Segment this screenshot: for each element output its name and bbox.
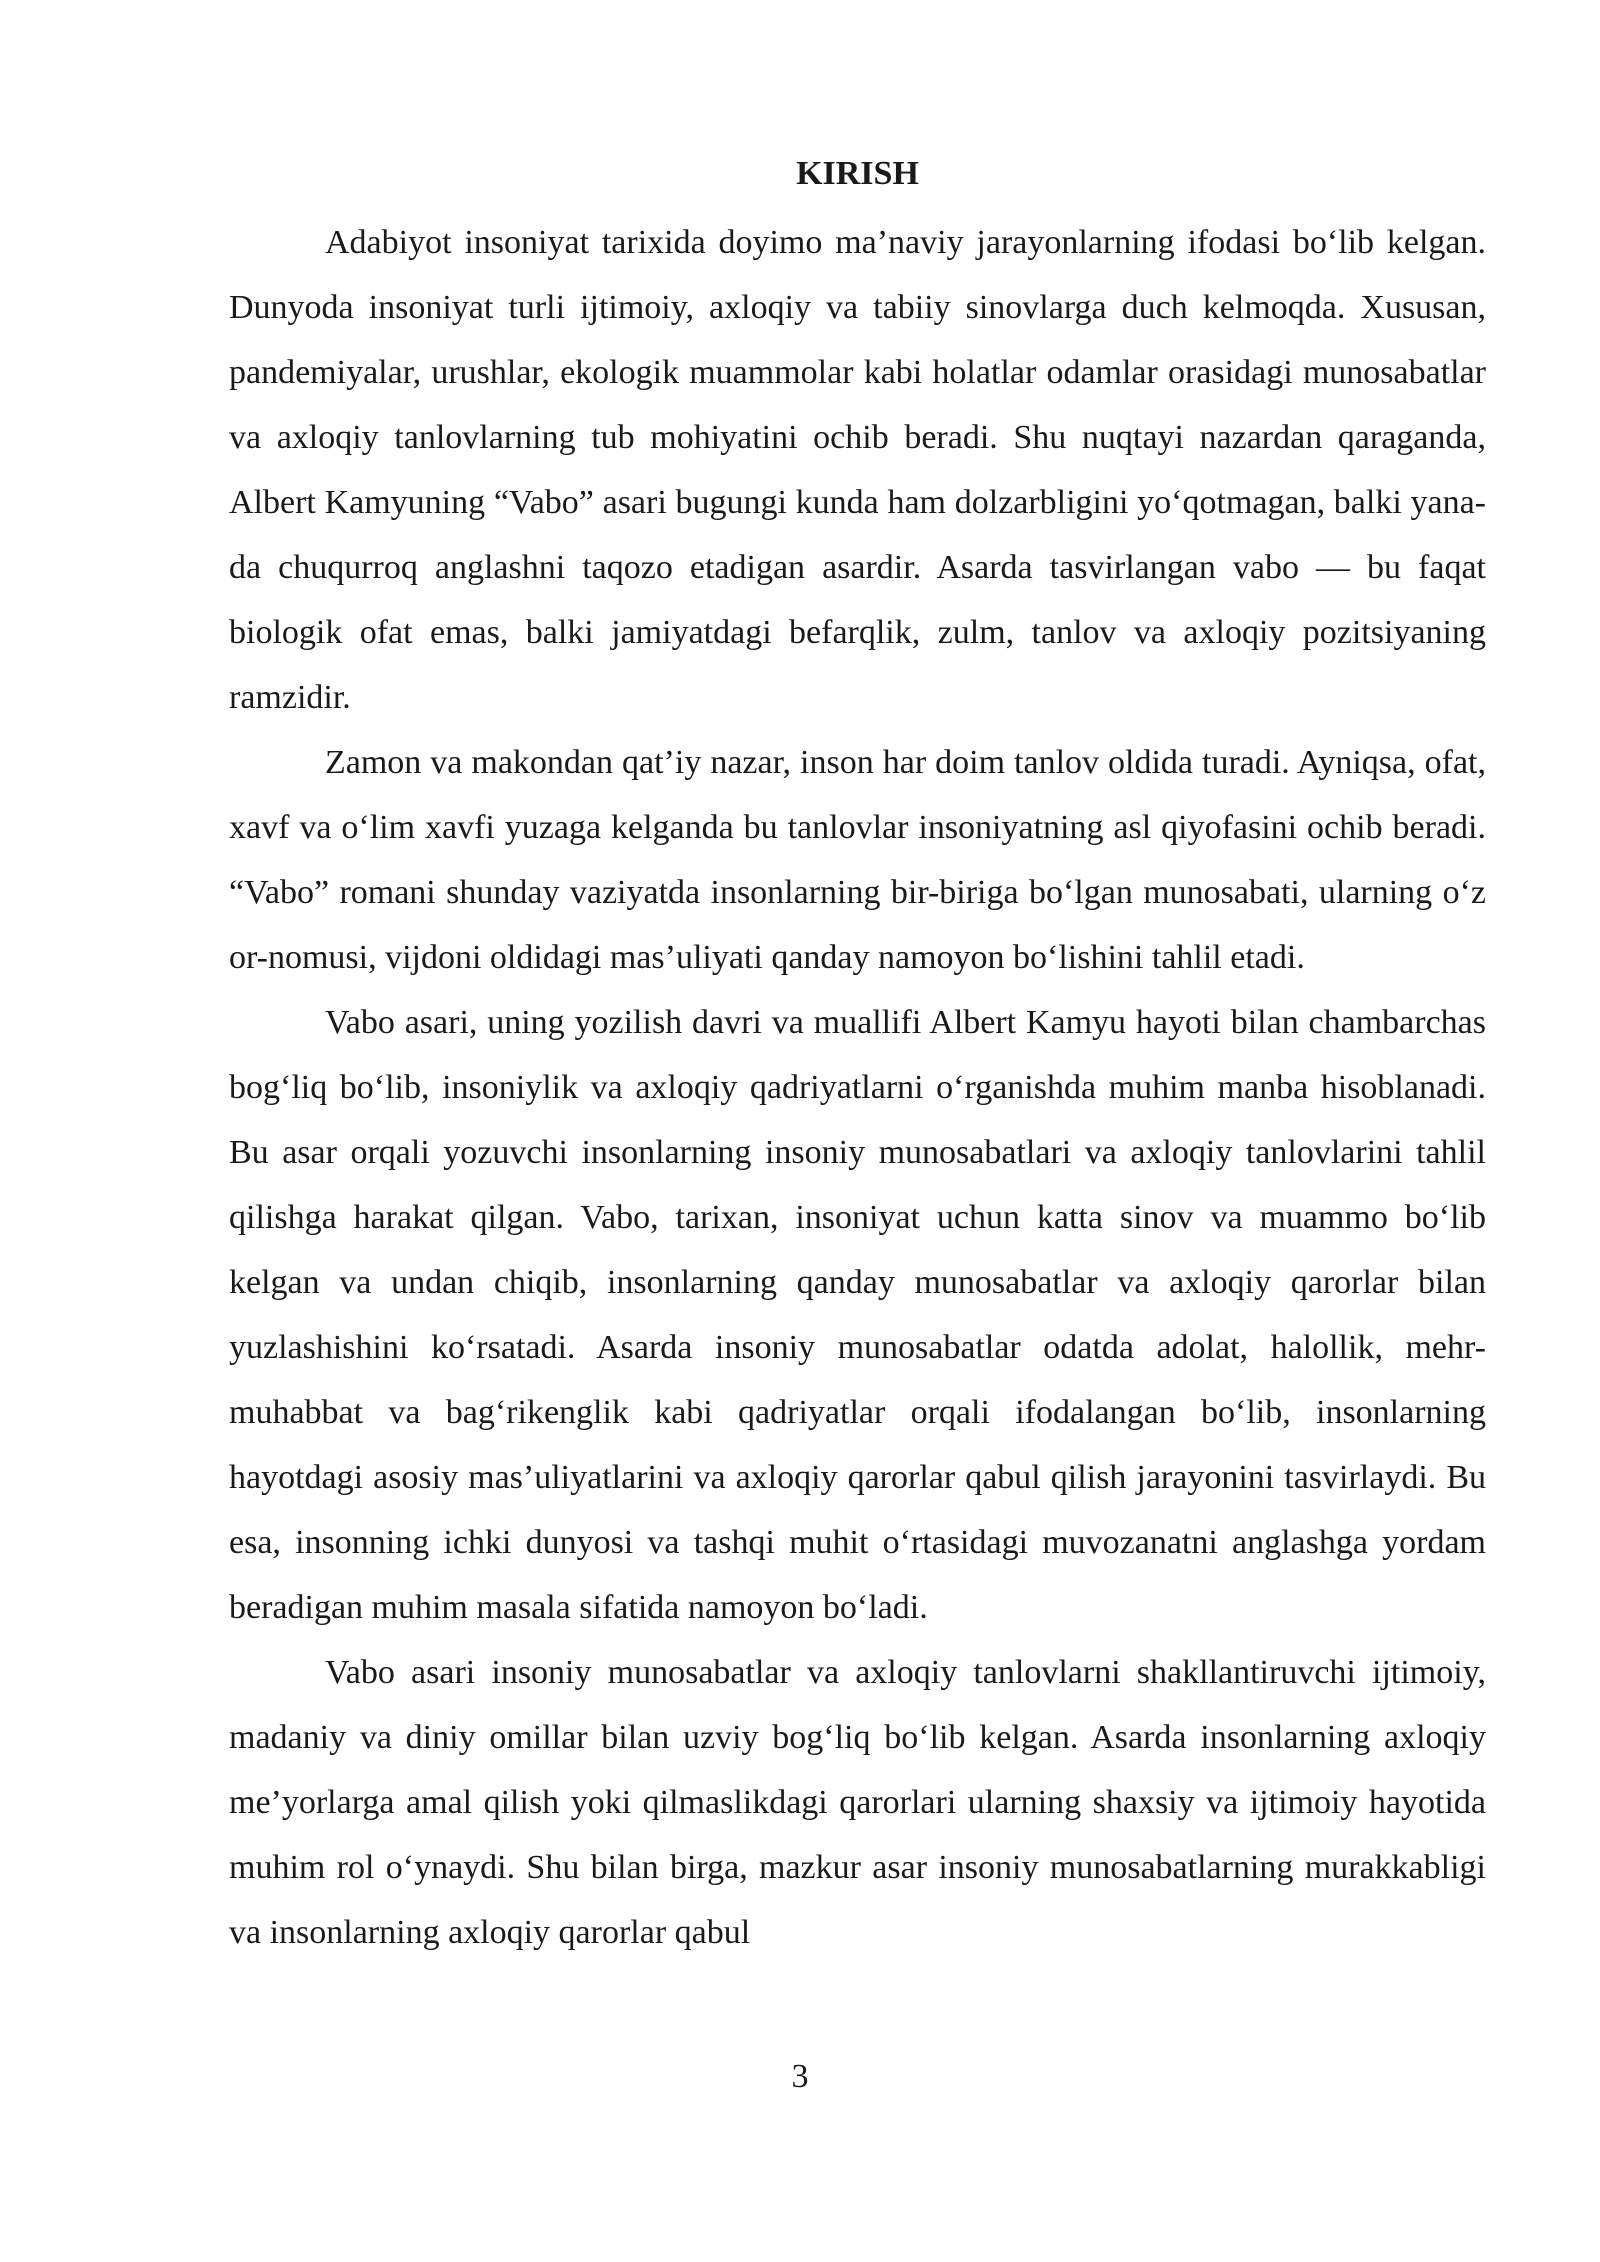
page-number: 3	[791, 2058, 809, 2095]
paragraph-1: Adabiyot insoniyat tarixida doyimo ma’naviy jarayonlarning ifodasi bo‘lib kelgan. Dunyoda insoniyat turli ijtimoiy, axloqiy va tabiiy sinovlarga duch kelmoqda. Xususan, pandemiyalar, urushlar, ekologik muammolar kabi holatlar odamlar orasidagi munosabatlar va axloqiy tanlovlarning tub mohiyatini ochib beradi. Shu nuqtayi nazardan qaraganda, Albert Kamyuning “Vabo” asari bugungi kunda ham dolzarbligini yo‘qotmagan, balki yana-da chuqurroq anglashni taqozo etadigan asardir. Asarda tasvirlangan vabo — bu faqat biologik ofat emas, balki jamiyatdagi befarqlik, zulm, tanlov va axloqiy pozitsiyaning ramzidir.	[229, 224, 1486, 716]
page-content	[229, 148, 1486, 1965]
paragraph-4: Vabo asari insoniy munosabatlar va axloqiy tanlovlarni shakllantiruvchi ijtimoiy, madaniy va diniy omillar bilan uzviy bog‘liq bo‘lib kelgan. Asarda insonlarning axloqiy me’yorlarga amal qilish yoki qilmaslikdagi qarorlari ularning shaxsiy va ijtimoiy hayotida muhim rol o‘ynaydi. Shu bilan birga, mazkur asar insoniy munosabatlarning murakkabligi va insonlarning axloqiy qarorlar qabul	[229, 1654, 1486, 1951]
page-title: KIRISH	[796, 155, 919, 192]
paragraph-2: Zamon va makondan qat’iy nazar, inson har doim tanlov oldida turadi. Ayniqsa, ofat, xavf va o‘lim xavfi yuzaga kelganda bu tanlovlar insoniyatning asl qiyofasini ochib beradi. “Vabo” romani shunday vaziyatda insonlarning bir-biriga bo‘lgan munosabati, ularning o‘z or-nomusi, vijdoni oldidagi mas’uliyati qanday namoyon bo‘lishini tahlil etadi.	[229, 744, 1486, 976]
paragraph-3: Vabo asari, uning yozilish davri va muallifi Albert Kamyu hayoti bilan chambarchas bog‘liq bo‘lib, insoniylik va axloqiy qadriyatlarni o‘rganishda muhim manba hisoblanadi. Bu asar orqali yozuvchi insonlarning insoniy munosabatlari va axloqiy tanlovlarini tahlil qilishga harakat qilgan. Vabo, tarixan, insoniyat uchun katta sinov va muammo bo‘lib kelgan va undan chiqib, insonlarning qanday munosabatlar va axloqiy qarorlar bilan yuzlashishini ko‘rsatadi. Asarda insoniy munosabatlar odatda adolat, halollik, mehr-muhabbat va bag‘rikenglik kabi qadriyatlar orqali ifodalangan bo‘lib, insonlarning hayotdagi asosiy mas’uliyatlarini va axloqiy qarorlar qabul qilish jarayonini tasvirlaydi. Bu esa, insonning ichki dunyosi va tashqi muhit o‘rtasidagi muvozanatni anglashga yordam beradigan muhim masala sifatida namoyon bo‘ladi.	[229, 1004, 1486, 1626]
